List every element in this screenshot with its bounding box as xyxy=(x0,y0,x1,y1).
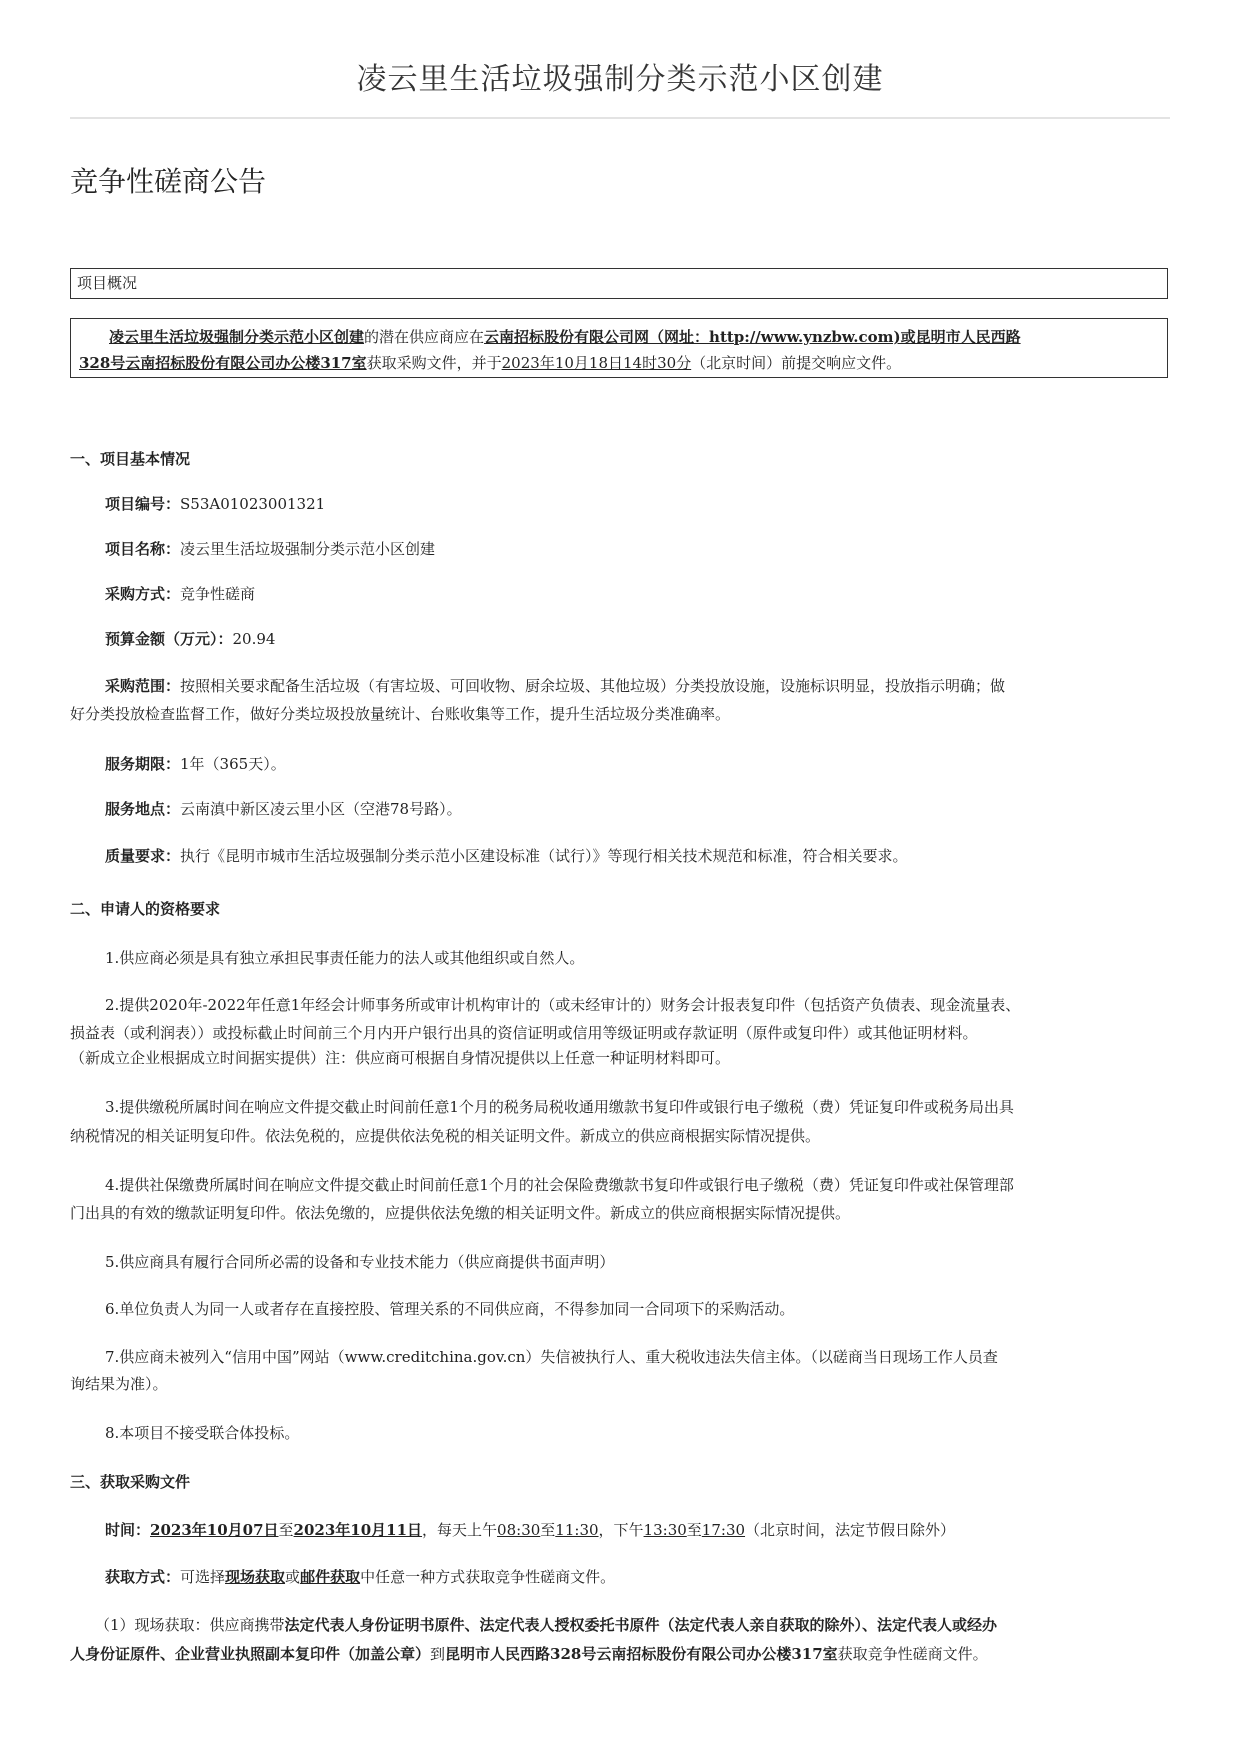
project-name-label: 项目名称： xyxy=(105,540,181,558)
acquisition-to-3: 至 xyxy=(686,1521,702,1539)
overview-line-1 xyxy=(79,324,1159,350)
section-1-heading: 一、项目基本情况 xyxy=(70,450,191,468)
acquisition-method-text-2: 中任意一种方式获取竞争性磋商文件。 xyxy=(360,1568,616,1586)
acquisition-method-label: 获取方式： xyxy=(105,1568,181,1586)
title-divider xyxy=(70,117,1170,119)
acquisition-am-from: 08:30 xyxy=(497,1521,541,1539)
quality-line xyxy=(70,842,1170,870)
requirement-4-line-1: 4.提供社保缴费所属时间在响应文件提交截止时间前任意1个月的社会保险费缴款书复印件或银行电子缴税（费）凭证复印件或社保管理部 xyxy=(105,1176,1014,1194)
requirement-7-line-1: 7.供应商未被列入“信用中国”网站（www.creditchina.gov.cn）失信被执行人、重大税收违法失信主体。（以磋商当日现场工作人员查 xyxy=(105,1348,998,1366)
acquisition-time-line xyxy=(70,1516,1170,1544)
onsite-acquisition-link[interactable]: 现场获取 xyxy=(225,1568,286,1586)
onsite-acquisition-docs-1: 法定代表人身份证明书原件、法定代表人授权委托书原件（法定代表人亲自获取的除外）、法定代表人或经办 xyxy=(284,1616,998,1634)
quality-value: 执行《昆明市城市生活垃圾强制分类示范小区建设标准（试行）》等现行相关技术规范和标准，符合相关要求。 xyxy=(180,847,908,865)
section-2-heading: 二、申请人的资格要求 xyxy=(70,900,221,918)
onsite-acquisition-prefix: （1）现场获取：供应商携带 xyxy=(95,1616,285,1634)
acquisition-pm-text: ，下午 xyxy=(598,1521,644,1539)
requirement-4-line-2: 门出具的有效的缴款证明复印件。依法免缴的，应提供依法免缴的相关证明文件。新成立的供应商根据实际情况提供。 xyxy=(70,1204,851,1222)
budget-value: 20.94 xyxy=(232,630,276,648)
acquisition-pm-to: 17:30 xyxy=(701,1521,746,1539)
requirement-7-line-2: 询结果为准）。 xyxy=(70,1375,168,1393)
overview-line-2 xyxy=(79,350,1159,376)
acquisition-method-or: 或 xyxy=(285,1568,301,1586)
overview-project-link[interactable]: 凌云里生活垃圾强制分类示范小区创建 xyxy=(109,328,365,346)
quality-label: 质量要求： xyxy=(105,847,181,865)
project-code-value: S53A01023001321 xyxy=(180,495,326,513)
onsite-acquisition-line-2 xyxy=(70,1640,1170,1668)
acquisition-method-text-1: 可选择 xyxy=(180,1568,226,1586)
service-period-line xyxy=(70,750,1170,778)
scope-line-2: 好分类投放检查监督工作，做好分类垃圾投放量统计、台账收集等工作，提升生活垃圾分类准确率。 xyxy=(70,705,731,723)
section-3-heading: 三、获取采购文件 xyxy=(70,1473,191,1491)
service-location-value: 云南滇中新区凌云里小区（空港78号路）。 xyxy=(180,800,462,818)
service-period-label: 服务期限： xyxy=(105,755,181,773)
service-location-label: 服务地点： xyxy=(105,800,181,818)
scope-text-1: 按照相关要求配备生活垃圾（有害垃圾、可回收物、厨余垃圾、其他垃圾）分类投放设施，设施标识明显，投放指示明确；做 xyxy=(180,677,1006,695)
scope-line-1 xyxy=(70,672,1170,700)
project-code-line xyxy=(70,490,1170,518)
acquisition-am-text: ，每天上午 xyxy=(422,1521,498,1539)
procurement-method-line xyxy=(70,580,1170,608)
project-name-line xyxy=(70,535,1170,563)
acquisition-am-to: 11:30 xyxy=(555,1521,599,1539)
onsite-acquisition-address: 昆明市人民西路328号云南招标股份有限公司办公楼317室 xyxy=(445,1645,838,1663)
overview-content-box xyxy=(70,318,1168,378)
procurement-method-value: 竞争性磋商 xyxy=(180,585,256,603)
budget-label: 预算金额（万元）： xyxy=(105,630,233,648)
procurement-method-label: 采购方式： xyxy=(105,585,181,603)
requirement-2-line-3: （新成立企业根据成立时间据实提供）注：供应商可根据自身情况提供以上任意一种证明材料即可。 xyxy=(70,1049,731,1067)
acquisition-to-1: 至 xyxy=(278,1521,294,1539)
requirement-3-line-1: 3.提供缴税所属时间在响应文件提交截止时间前任意1个月的税务局税收通用缴款书复印件或银行电子缴税（费）凭证复印件或税务局出具 xyxy=(105,1098,1014,1116)
onsite-acquisition-to: 到 xyxy=(430,1645,446,1663)
overview-place-2[interactable]: 328号云南招标股份有限公司办公楼317室 xyxy=(79,354,367,372)
acquisition-date-from: 2023年10月07日 xyxy=(150,1521,279,1539)
service-location-line xyxy=(70,795,1170,823)
acquisition-pm-from: 13:30 xyxy=(643,1521,687,1539)
acquisition-to-2: 至 xyxy=(540,1521,556,1539)
onsite-acquisition-line-1 xyxy=(70,1611,1170,1639)
overview-text-2: 获取采购文件，并于 xyxy=(366,354,502,372)
project-name-value: 凌云里生活垃圾强制分类示范小区创建 xyxy=(180,540,436,558)
service-period-value: 1年（365天）。 xyxy=(180,755,286,773)
document-title: 凌云里生活垃圾强制分类示范小区创建 xyxy=(356,62,884,97)
scope-label: 采购范围： xyxy=(105,677,181,695)
requirement-2-line-2: 损益表（或利润表））或投标截止时间前三个月内开户银行出具的资信证明或信用等级证明或存款证明（原件或复印件）或其他证明材料。 xyxy=(70,1024,978,1042)
requirement-1: 1.供应商必须是具有独立承担民事责任能力的法人或其他组织或自然人。 xyxy=(105,949,585,967)
overview-heading-box xyxy=(70,268,1168,299)
requirement-2-line-1: 2.提供2020年-2022年任意1年经会计师事务所或审计机构审计的（或未经审计的）财务会计报表复印件（包括资产负债表、现金流量表、 xyxy=(105,996,1021,1014)
onsite-acquisition-tail: 获取竞争性磋商文件。 xyxy=(837,1645,988,1663)
requirement-6: 6.单位负责人为同一人或者存在直接控股、管理关系的不同供应商，不得参加同一合同项下的采购活动。 xyxy=(105,1300,795,1318)
project-code-label: 项目编号： xyxy=(105,495,181,513)
acquisition-method-line xyxy=(70,1563,1170,1591)
overview-text-3: （北京时间）前提交响应文件。 xyxy=(691,354,902,372)
requirement-5: 5.供应商具有履行合同所必需的设备和专业技术能力（供应商提供书面声明） xyxy=(105,1253,615,1271)
acquisition-time-label: 时间： xyxy=(105,1521,151,1539)
requirement-3-line-2: 纳税情况的相关证明复印件。依法免税的，应提供依法免税的相关证明文件。新成立的供应商根据实际情况提供。 xyxy=(70,1127,821,1145)
onsite-acquisition-docs-2: 人身份证原件、企业营业执照副本复印件（加盖公章） xyxy=(70,1645,431,1663)
overview-text-1: 的潜在供应商应在 xyxy=(364,328,485,346)
overview-place-1[interactable]: 云南招标股份有限公司网（网址：http://www.ynzbw.com)或昆明市人民西路 xyxy=(484,328,1021,346)
overview-deadline: 2023年10月18日14时30分 xyxy=(501,354,692,372)
mail-acquisition-link[interactable]: 邮件获取 xyxy=(300,1568,361,1586)
budget-line xyxy=(70,625,1170,653)
requirement-8: 8.本项目不接受联合体投标。 xyxy=(105,1424,300,1442)
overview-heading: 项目概况 xyxy=(77,274,138,292)
notice-title: 竞争性磋商公告 xyxy=(70,165,267,198)
acquisition-time-tail: （北京时间，法定节假日除外） xyxy=(745,1521,956,1539)
acquisition-date-to: 2023年10月11日 xyxy=(293,1521,423,1539)
